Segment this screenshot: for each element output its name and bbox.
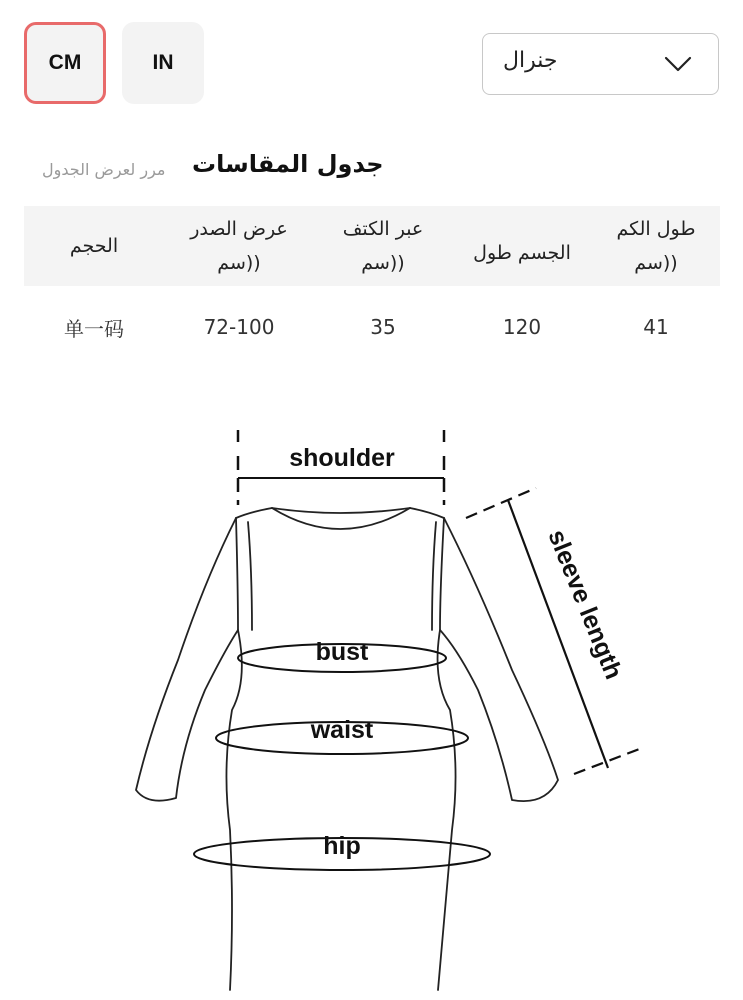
table-row	[24, 286, 720, 368]
waist-label: waist	[310, 716, 374, 744]
unit-cm-label: CM	[48, 51, 82, 74]
header-body-length-text: الجسم طول	[473, 242, 571, 264]
header-chest-line2: ((سم	[217, 252, 261, 274]
scroll-hint: مرر لعرض الجدول	[42, 160, 166, 179]
header-sleeve	[592, 206, 720, 286]
unit-in-label: IN	[152, 51, 174, 74]
chevron-down-icon	[664, 54, 692, 74]
region-select-value: جنرال	[503, 48, 558, 73]
header-shoulder	[314, 206, 452, 286]
header-shoulder-line2: ((سم	[361, 252, 405, 274]
region-select[interactable]	[482, 33, 719, 95]
header-chest	[164, 206, 314, 286]
header-shoulder-line1: عبر الكتف	[342, 218, 424, 240]
header-sleeve-line1: طول الكم	[616, 218, 696, 240]
cell-chest: 72-100	[203, 315, 275, 339]
size-table	[24, 206, 720, 368]
cell-sleeve: 41	[643, 315, 669, 339]
sleeve-length-label: sleeve length	[542, 525, 628, 684]
cell-body-length: 120	[502, 315, 542, 339]
unit-cm-button[interactable]	[24, 22, 106, 104]
dress-outline	[136, 508, 558, 990]
header-chest-line1: عرض الصدر	[190, 218, 288, 240]
measurement-diagram	[0, 390, 743, 1000]
size-table-title: جدول المقاسات	[192, 150, 384, 178]
bust-label: bust	[315, 638, 369, 666]
cell-size: 单一码	[64, 316, 124, 341]
header-size: الحجم	[24, 206, 164, 286]
size-table-header-row	[24, 206, 720, 286]
hip-label: hip	[323, 832, 361, 860]
cell-shoulder: 35	[370, 315, 396, 339]
header-body-length	[452, 206, 592, 286]
header-sleeve-line2: ((سم	[634, 252, 678, 274]
unit-in-button[interactable]	[122, 22, 204, 104]
shoulder-label: shoulder	[289, 444, 395, 472]
